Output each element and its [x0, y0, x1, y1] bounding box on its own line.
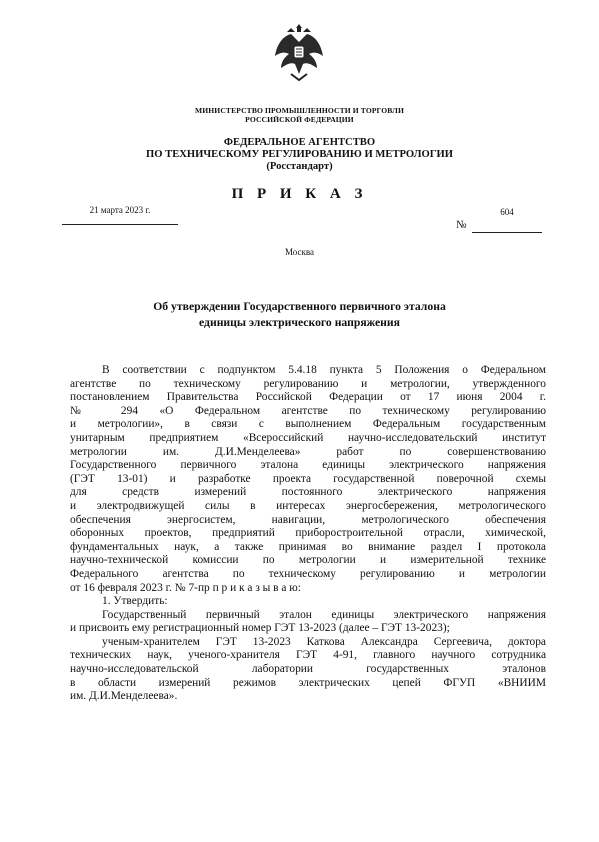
order-date: 21 марта 2023 г.	[89, 205, 151, 215]
body-line: Государственный первичный эталон единицы электрического напряжения	[102, 608, 546, 621]
number-underline	[472, 232, 542, 233]
order-city: Москва	[285, 247, 314, 257]
agency-name-line3: (Росстандарт)	[266, 161, 333, 172]
body-line: (ГЭТ 13-01) и разработке проекта государственной поверочной схемы	[70, 472, 546, 485]
agency-name-line2: ПО ТЕХНИЧЕСКОМУ РЕГУЛИРОВАНИЮ И МЕТРОЛОГИИ	[146, 149, 453, 160]
body-line: и электродвижущей силы в интересах энергосбережения, метрологического	[70, 499, 546, 512]
body-line: им. Д.И.Менделеева».	[70, 690, 178, 703]
ministry-name-line2: РОССИЙСКОЙ ФЕДЕРАЦИИ	[245, 115, 354, 124]
body-line: унитарным предприятием «Всероссийский научно-исследовательский институт	[70, 431, 546, 444]
body-line: постановлением Правительства Российской Федерации от 17 июня 2004 г.	[70, 391, 546, 404]
body-line: научно-технической комиссии по метрологии и измерительной технике	[70, 554, 546, 567]
agency-name-line1: ФЕДЕРАЛЬНОЕ АГЕНТСТВО	[223, 137, 376, 148]
body-line: фундаментальных наук, а также принимая во внимание раздел I протокола	[70, 540, 546, 553]
order-number: 604	[500, 207, 514, 217]
ministry-name-line1: МИНИСТЕРСТВО ПРОМЫШЛЕННОСТИ И ТОРГОВЛИ	[195, 106, 404, 115]
body-line: № 294 «О Федеральном агентстве по техническому регулированию	[70, 404, 546, 417]
date-underline	[62, 224, 178, 225]
body-line: и присвоить ему регистрационный номер ГЭТ 13-2023 (далее – ГЭТ 13-2023);	[70, 622, 450, 635]
item-1-heading: 1. Утвердить:	[102, 595, 168, 608]
order-title: П Р И К А З	[231, 186, 368, 202]
coat-of-arms-icon	[273, 22, 325, 82]
body-line: Государственного первичного эталона единицы электрического напряжения	[70, 459, 546, 472]
body-line: обеспечения энергосистем, навигации, метрологического обеспечения	[70, 513, 546, 526]
body-line: В соответствии с подпунктом 5.4.18 пункта 5 Положения о Федеральном	[102, 364, 546, 376]
body-line: оборонных проектов, предприятий приборостроительной отрасли, химической,	[70, 527, 546, 540]
body-line: и метрологии», в связи с выполнением Федеральным государственным	[70, 418, 546, 431]
body-line: метрологии им. Д.И.Менделеева» работ по совершенствованию	[70, 445, 546, 458]
order-subject	[0, 299, 599, 331]
body-line: технических наук, ученого-хранителя ГЭТ 4-91, главного научного сотрудника	[70, 649, 546, 662]
body-line: от 16 февраля 2023 г. № 7-пр п р и к а з ы в а ю:	[70, 581, 301, 594]
body-line: ученым-хранителем ГЭТ 13-2023 Каткова Александра Сергеевича, доктора	[102, 635, 546, 648]
body-line: в области измерений режимов электрических цепей ФГУП «ВНИИМ	[70, 676, 546, 689]
body-line: научно-исследовательской лаборатории государственных эталонов	[70, 663, 546, 676]
subject-line1: Об утверждении Государственного первичного эталона	[153, 300, 446, 313]
body-line: агентстве по техническому регулированию и метрологии, утвержденного	[70, 377, 546, 390]
order-body	[70, 364, 546, 704]
body-line: Федерального агентства по техническому регулированию и метрологии	[70, 567, 546, 580]
body-line: для средств измерений постоянного электрического напряжения	[70, 486, 546, 499]
subject-line2: единицы электрического напряжения	[199, 316, 400, 329]
number-sign: №	[456, 219, 467, 231]
